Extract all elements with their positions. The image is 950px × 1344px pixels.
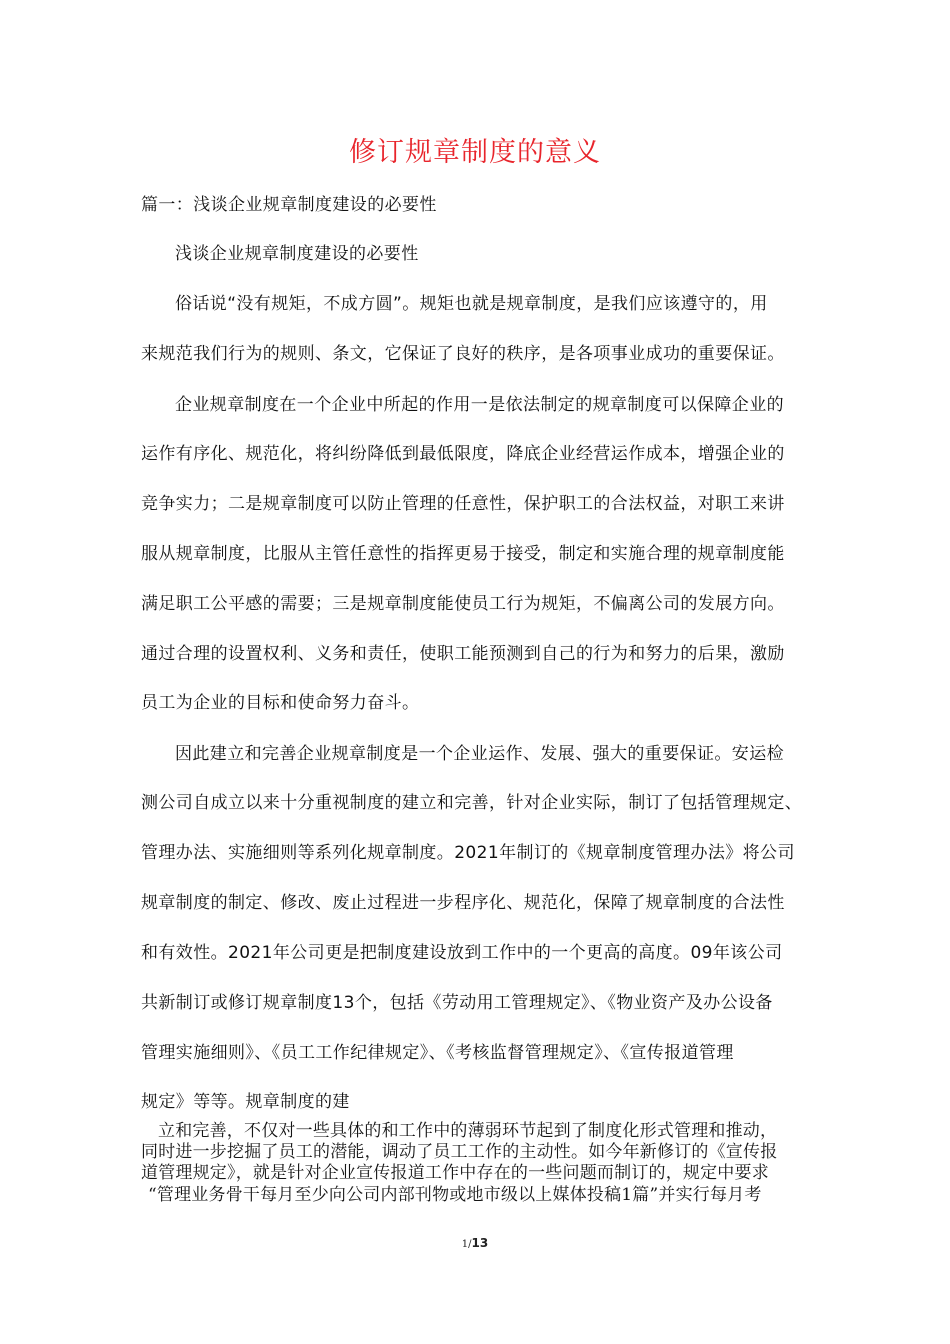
paragraph-line: 共新制订或修订规章制度13个，包括《劳动用工管理规定》、《物业资产及办公设备: [141, 993, 773, 1013]
paragraph-line: 立和完善，不仅对一些具体的和工作中的薄弱环节起到了制度化形式管理和推动，: [158, 1121, 778, 1141]
paragraph-line: 俗话说“没有规矩，不成方圆”。规矩也就是规章制度，是我们应该遵守的，用: [175, 294, 768, 314]
paragraph-line: 规定》等等。规章制度的建: [141, 1092, 350, 1112]
section-heading: 篇一：浅谈企业规章制度建设的必要性: [141, 195, 437, 215]
paragraph-line: 来规范我们行为的规则、条文，它保证了良好的秩序，是各项事业成功的重要保证。: [141, 344, 785, 364]
paragraph-line: 服从规章制度，比服从主管任意性的指挥更易于接受，制定和实施合理的规章制度能: [141, 544, 785, 564]
paragraph-line: 管理办法、实施细则等系列化规章制度。2021年制订的《规章制度管理办法》将公司: [141, 843, 795, 863]
paragraph-line: “管理业务骨干每月至少向公司内部刊物或地市级以上媒体投稿1篇”并实行每月考: [148, 1185, 762, 1205]
paragraph-line: 运作有序化、规范化，将纠纷降低到最低限度，降底企业经营运作成本，增强企业的: [141, 444, 785, 464]
paragraph-line: 员工为企业的目标和使命努力奋斗。: [141, 693, 420, 713]
page-current: 1/: [461, 1239, 472, 1250]
paragraph-line: 因此建立和完善企业规章制度是一个企业运作、发展、强大的重要保证。安运检: [175, 744, 784, 764]
article-subtitle: 浅谈企业规章制度建设的必要性: [175, 244, 419, 264]
paragraph-line: 管理实施细则》、《员工工作纪律规定》、《考核监督管理规定》、《宣传报道管理: [141, 1043, 734, 1063]
document-title: 修订规章制度的意义: [349, 137, 601, 168]
page-total: 13: [471, 1236, 489, 1250]
paragraph-line: 规章制度的制定、修改、废止过程进一步程序化、规范化，保障了规章制度的合法性: [141, 893, 785, 913]
paragraph-line: 企业规章制度在一个企业中所起的作用一是依法制定的规章制度可以保障企业的: [175, 395, 784, 415]
paragraph-line: 通过合理的设置权利、义务和责任，使职工能预测到自己的行为和努力的后果，激励: [141, 644, 785, 664]
page-number: [0, 1236, 950, 1250]
paragraph-line: 和有效性。2021年公司更是把制度建设放到工作中的一个更高的高度。09年该公司: [141, 943, 783, 963]
paragraph-line: 道管理规定》，就是针对企业宣传报道工作中存在的一些问题而制订的，规定中要求: [141, 1163, 769, 1183]
paragraph-line: 满足职工公平感的需要；三是规章制度能使员工行为规矩，不偏离公司的发展方向。: [141, 594, 785, 614]
paragraph-line: 竞争实力；二是规章制度可以防止管理的任意性，保护职工的合法权益，对职工来讲: [141, 494, 785, 514]
paragraph-line: 测公司自成立以来十分重视制度的建立和完善，针对企业实际，制订了包括管理规定、: [141, 793, 803, 813]
paragraph-line: 同时进一步挖掘了员工的潜能，调动了员工工作的主动性。如今年新修订的《宣传报: [141, 1142, 778, 1162]
